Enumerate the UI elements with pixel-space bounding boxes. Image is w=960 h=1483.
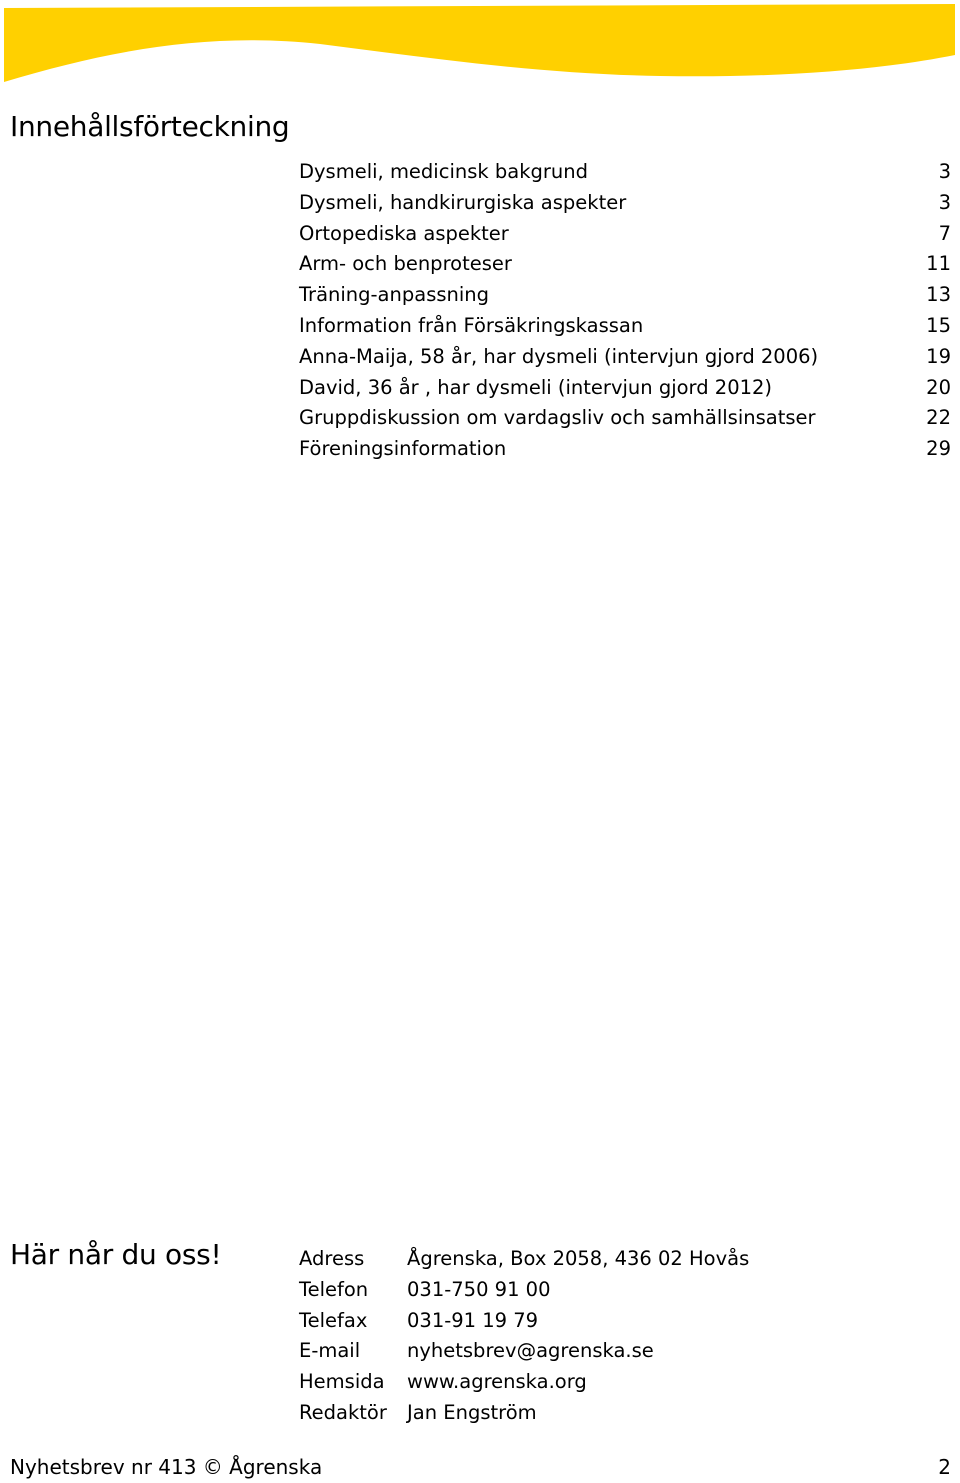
- header-wave-decoration: [0, 0, 960, 90]
- contact-website-link[interactable]: www.agrenska.org: [407, 1370, 587, 1394]
- contact-row-website: [299, 1367, 939, 1398]
- toc-row[interactable]: [299, 311, 951, 342]
- toc-entry-page: 19: [926, 344, 951, 368]
- contact-label: Telefax: [299, 1308, 368, 1332]
- contact-value: 031-91 19 79: [407, 1308, 539, 1332]
- toc-row[interactable]: [299, 434, 951, 465]
- toc-entry-page: 29: [926, 437, 951, 461]
- toc-entry-title: Information från Försäkringskassan: [299, 313, 644, 337]
- toc-entry-page: 3: [938, 160, 951, 183]
- contact-row-editor: [299, 1398, 939, 1429]
- toc-entry-title: Föreningsinformation: [299, 437, 507, 461]
- toc-row[interactable]: [299, 157, 951, 188]
- toc-row[interactable]: [299, 249, 951, 280]
- toc-entry-page: 22: [926, 406, 951, 430]
- toc-entry-title: Träning-anpassning: [299, 283, 490, 307]
- page-number: 2: [938, 1455, 951, 1479]
- contact-value: Ågrenska, Box 2058, 436 02 Hovås: [407, 1247, 750, 1270]
- toc-row[interactable]: [299, 188, 951, 219]
- contact-email-link[interactable]: nyhetsbrev@agrenska.se: [407, 1339, 654, 1363]
- toc-entry-title: David, 36 år , har dysmeli (intervjun gjord 2012): [299, 375, 773, 399]
- toc-entry-page: 7: [938, 221, 951, 245]
- contact-row-fax: [299, 1306, 939, 1337]
- contact-label: Telefon: [299, 1277, 369, 1301]
- contact-label: Hemsida: [299, 1370, 385, 1394]
- toc-entry-page: 20: [926, 375, 951, 399]
- contact-row-email: [299, 1336, 939, 1367]
- toc-entry-title: Dysmeli, handkirurgiska aspekter: [299, 190, 627, 214]
- contact-value: 031-750 91 00: [407, 1277, 551, 1301]
- toc-entry-title: Gruppdiskussion om vardagsliv och samhällsinsatser: [299, 406, 816, 430]
- contact-value: Jan Engström: [407, 1400, 537, 1424]
- contact-row-phone: [299, 1275, 939, 1306]
- footer-publication: Nyhetsbrev nr 413 © Ågrenska: [10, 1455, 323, 1479]
- contact-heading: Här når du oss!: [10, 1238, 222, 1271]
- toc-entry-title: Ortopediska aspekter: [299, 221, 509, 245]
- toc-row[interactable]: [299, 373, 951, 404]
- toc-heading: Innehållsförteckning: [10, 110, 290, 143]
- toc-entry-page: 11: [926, 252, 951, 276]
- toc-row[interactable]: [299, 403, 951, 434]
- contact-label: Redaktör: [299, 1400, 387, 1424]
- contact-row-address: [299, 1244, 939, 1275]
- toc-entry-page: 3: [938, 190, 951, 214]
- contact-label: Adress: [299, 1247, 365, 1270]
- contact-info: [299, 1244, 939, 1429]
- toc-entry-title: Arm- och benproteser: [299, 252, 512, 276]
- toc-row[interactable]: [299, 280, 951, 311]
- toc-row[interactable]: [299, 219, 951, 250]
- contact-label: E-mail: [299, 1339, 361, 1363]
- toc-entry-title: Anna-Maija, 58 år, har dysmeli (intervjun gjord 2006): [299, 344, 819, 368]
- toc-entry-page: 13: [926, 283, 951, 307]
- toc-entry-page: 15: [926, 313, 951, 337]
- table-of-contents: [299, 157, 951, 465]
- toc-row[interactable]: [299, 342, 951, 373]
- toc-entry-title: Dysmeli, medicinsk bakgrund: [299, 160, 588, 183]
